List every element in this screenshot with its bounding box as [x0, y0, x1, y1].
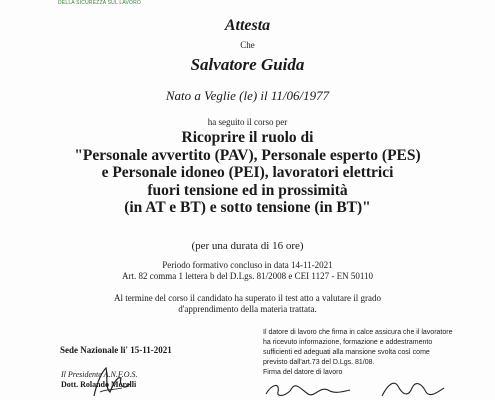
recipient-name: Salvatore Guida [190, 55, 305, 74]
course-title [0, 129, 495, 217]
course-intro: ha seguito il corso per [207, 117, 288, 127]
training-period [0, 260, 495, 282]
sede-date: Sede Nazionale li' 15-11-2021 [60, 345, 172, 355]
employer-signature [262, 378, 462, 400]
course-title-line: "Personale avvertito (PAV), Personale esperto (PES) [74, 146, 421, 164]
president-signature [88, 362, 138, 400]
employer-line: previsto dall'art.73 del D.Lgs. 81/08. [263, 359, 375, 366]
president-name: Dott. Rolando Morelli [61, 380, 137, 389]
regulation-line: Art. 82 comma 1 lettera b del D.Lgs. 81/2008 e CEI 1127 - EN 50110 [121, 271, 374, 281]
employer-signature-label: Firma del datore di lavoro [263, 369, 343, 376]
test-statement-line: d'apprendimento della materia trattata. [178, 304, 317, 314]
course-title-line: (in AT e BT) e sotto tensione (in BT)" [124, 199, 371, 216]
period-line: Periodo formativo concluso in data 14-11-2021 [162, 260, 333, 270]
president-role: Il Presidente A.N.F.O.S. [61, 370, 138, 379]
attesta-heading: Attesta [224, 17, 271, 34]
course-title-line: fuori tensione ed in prossimità [147, 181, 348, 199]
employer-line: sufficienti ed adeguati alla mansione svolta così come [263, 349, 430, 356]
course-title-line: Ricoprire il ruolo di [181, 129, 314, 146]
course-title-line: e Personale idoneo (PEI), lavoratori elettrici [101, 164, 394, 181]
employer-line: ha ricevuto informazione, formazione e addestramento [263, 339, 433, 346]
header-org-tag: DELLA SICUREZZA SUL LAVORO [58, 0, 142, 6]
birth-info: Nato a Veglie (le) il 11/06/1977 [165, 88, 330, 103]
course-duration: (per una durata di 16 ore) [191, 240, 304, 252]
test-statement-line: Al termine del corso il candidato ha superato il test atto a valutare il grado [114, 293, 381, 303]
che-label: Che [240, 40, 255, 50]
employer-statement [263, 328, 485, 378]
employer-line: Il datore di lavoro che firma in calce assicura che il lavoratore [263, 329, 453, 336]
test-statement [0, 293, 495, 315]
